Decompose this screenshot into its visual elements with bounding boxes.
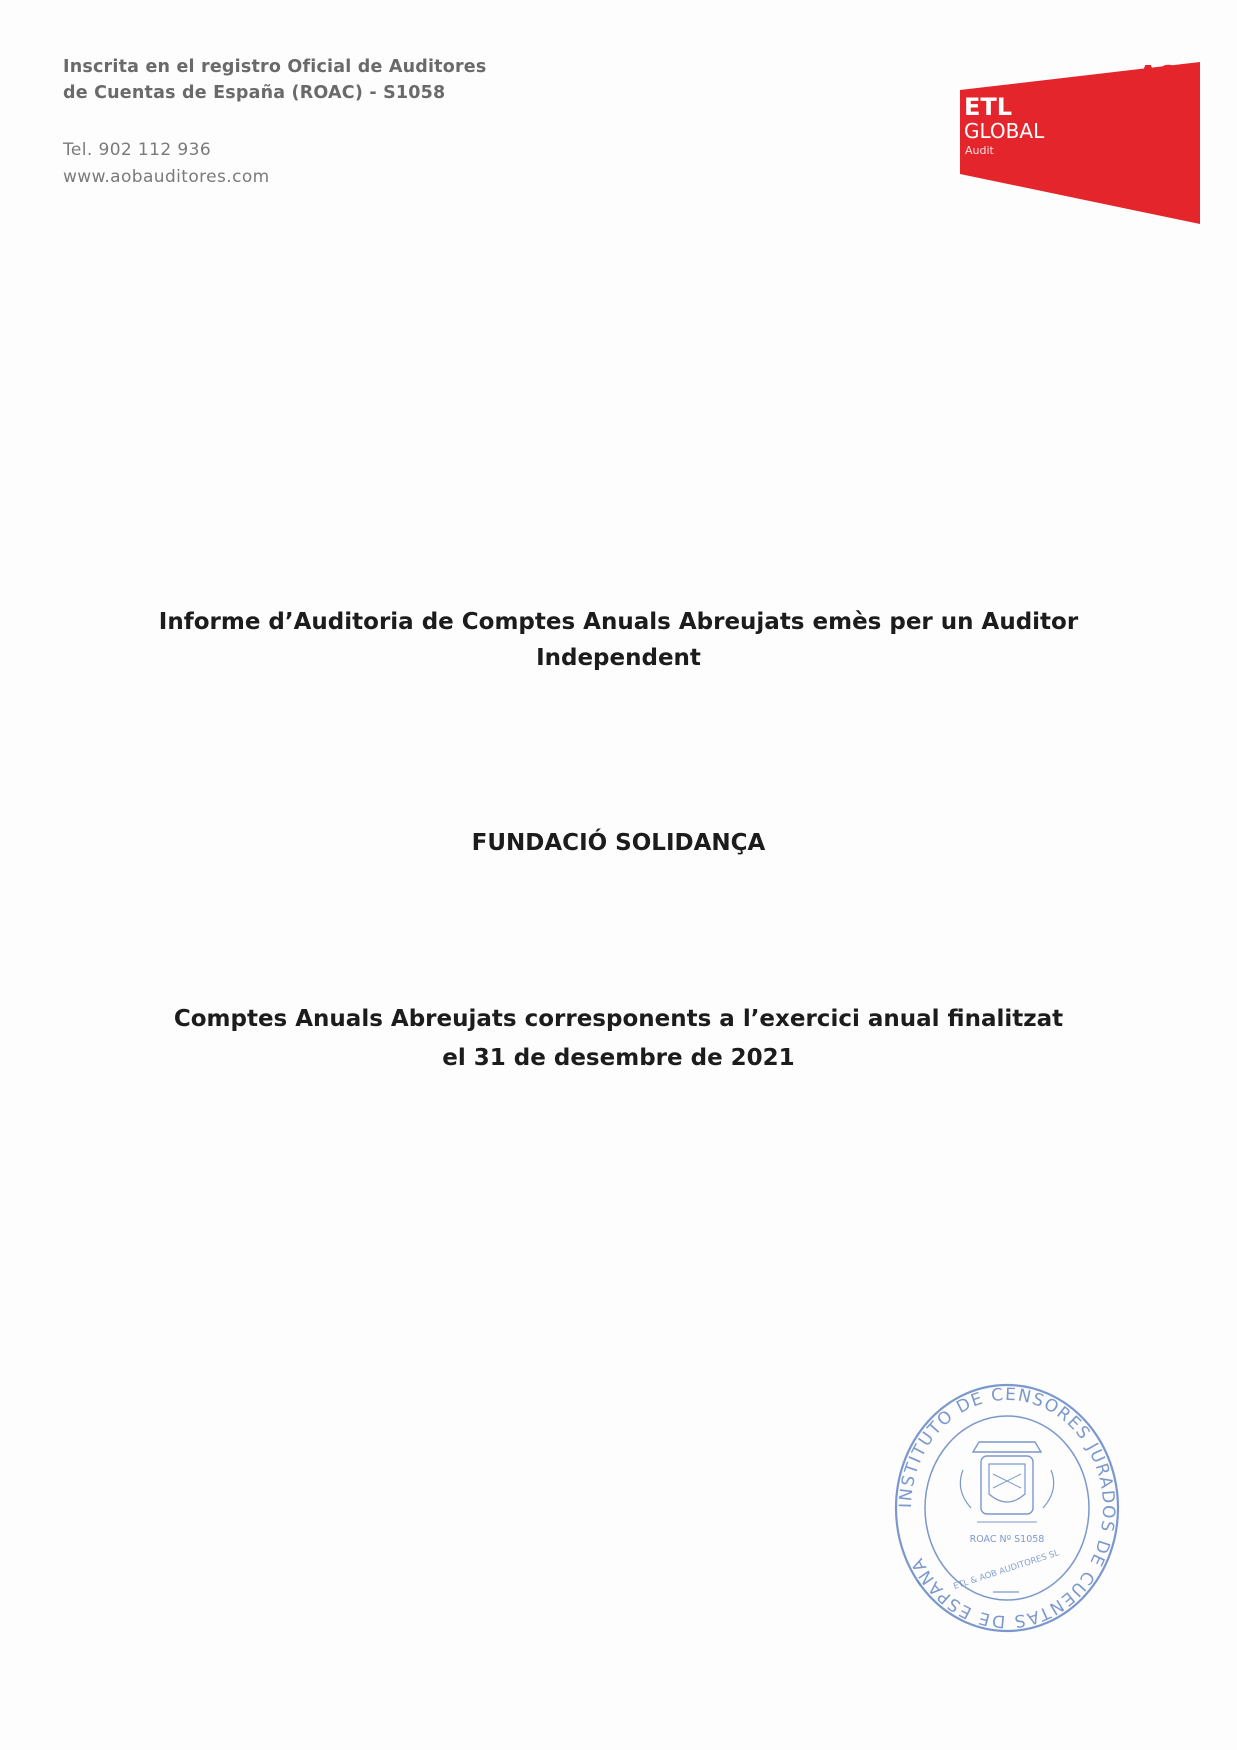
- organization-name: FUNDACIÓ SOLIDANÇA: [471, 830, 766, 856]
- website-url: www.aobauditores.com: [63, 167, 270, 187]
- contact-info: [63, 137, 270, 191]
- svg-text:AOB: AOB: [1138, 62, 1198, 89]
- accounts-period-title: [0, 1000, 1237, 1078]
- report-title-line-1: Informe d’Auditoria de Comptes Anuals Abreujats emès per un Auditor: [158, 609, 1079, 635]
- svg-text:ETL: ETL: [964, 93, 1013, 121]
- registry-info: [63, 54, 486, 106]
- registry-line-1: Inscrita en el registro Oficial de Auditores: [63, 57, 487, 77]
- aob-etl-global-logo: [960, 62, 1200, 224]
- phone-number: Tel. 902 112 936: [63, 140, 212, 160]
- auditor-seal-stamp: [893, 1382, 1121, 1634]
- accounts-title-line-1: Comptes Anuals Abreujats corresponents a l’exercici anual finalitzat: [173, 1006, 1064, 1032]
- svg-text:Audit: Audit: [965, 144, 994, 157]
- report-title-line-2: Independent: [536, 645, 701, 671]
- svg-text:ETL & AOB AUDITORES SL: ETL & AOB AUDITORES SL: [952, 1548, 1061, 1592]
- svg-text:GLOBAL: GLOBAL: [964, 119, 1045, 143]
- accounts-title-line-2: el 31 de desembre de 2021: [442, 1045, 795, 1071]
- svg-text:ROAC Nº S1058: ROAC Nº S1058: [969, 1534, 1045, 1545]
- svg-text:INSTITUTO DE CENSORES JURADOS: INSTITUTO DE CENSORES JURADOS DE CUENTAS DE ESPAÑA: [895, 1384, 1119, 1632]
- report-title: [0, 604, 1237, 676]
- registry-line-2: de Cuentas de España (ROAC) - S1058: [63, 83, 446, 103]
